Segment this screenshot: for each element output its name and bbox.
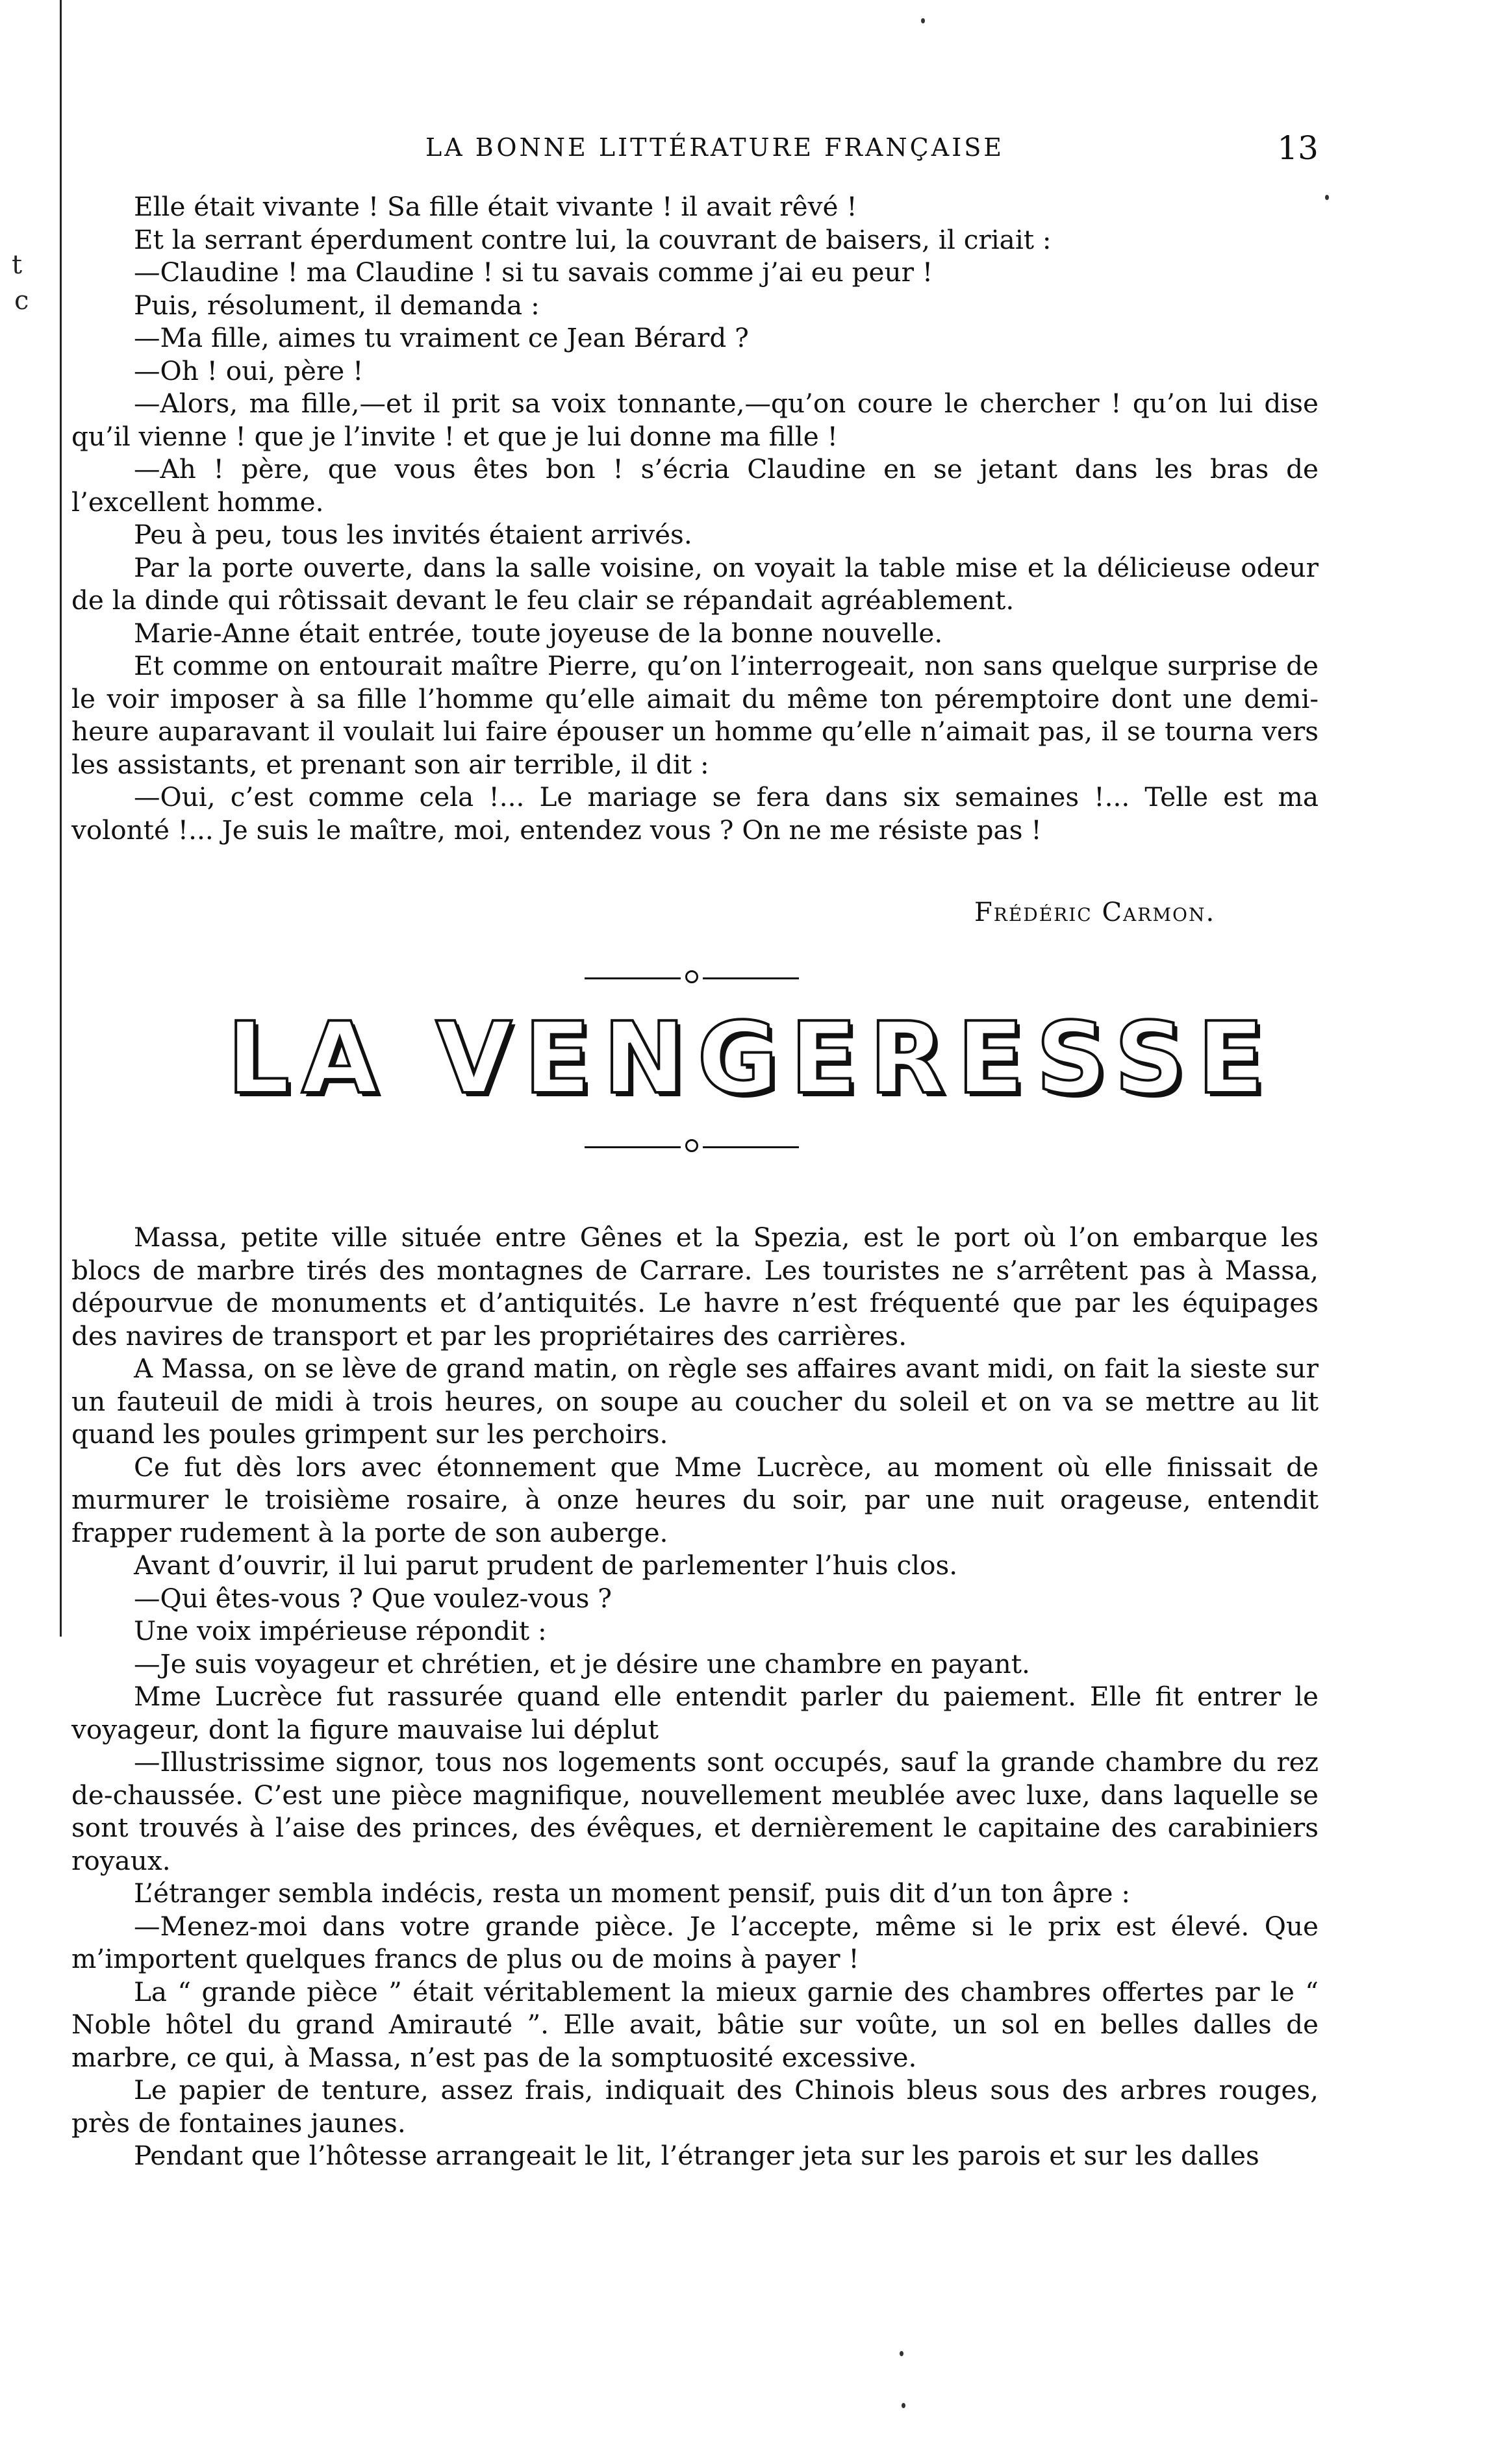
section-divider [585,964,799,990]
divider-rule [703,1146,799,1148]
divider-circle-icon [685,970,698,983]
paragraph: Marie-Anne était entrée, toute joyeuse de la bonne nouvelle. [134,617,943,649]
paragraph: —Alors, ma fille,—et il prit sa voix tonnante,—qu’on coure le chercher ! qu’on lui dise qu’il vienne ! que je l’invite ! et que je lui donne ma fille ! [71,388,1319,452]
paragraph: Pendant que l’hôtesse arrangeait le lit, l’étranger jeta sur les parois et sur les dalles [134,2140,1259,2171]
margin-mark: c [14,286,29,316]
paragraph: Par la porte ouverte, dans la salle voisine, on voyait la table mise et la délicieuse odeur de la dinde qui rôtissait devant le feu clair se répandait agréablement. [71,551,1319,616]
paragraph: —Oui, c’est comme cela !... Le mariage se fera dans six semaines !... Telle est ma volonté !... Je suis le maître, moi, entendez vous ? On ne me résiste pas ! [71,781,1319,846]
paragraph: Mme Lucrèce fut rassurée quand elle entendit parler du paiement. Elle fit entrer le voyageur, dont la figure mauvaise lui déplut [71,1681,1319,1745]
print-speck [1325,195,1329,200]
paragraph: Massa, petite ville située entre Gênes et la Spezia, est le port où l’on embarque les blocs de marbre tirés des montagnes de Carrare. Les touristes ne s’arrêtent pas à Massa, dépourvue de monuments et d’antiquités. Le havre n’est fréquenté que par les équipages des navires de transport et par les propriétaires des carrières. [71,1222,1319,1351]
page-header [71,129,1319,172]
divider-circle-icon [685,1139,698,1152]
print-speck [900,2351,903,2356]
story1-body [71,190,1319,846]
paragraph: Puis, résolument, il demanda : [134,289,540,321]
story-title: LA VENGERESSE [227,1001,1276,1116]
divider-rule [585,977,681,979]
paragraph: Peu à peu, tous les invités étaient arrivés. [134,519,692,550]
section-divider [585,1133,799,1159]
print-speck [902,2403,905,2408]
paragraph: Et comme on entourait maître Pierre, qu’on l’interrogeait, non sans quelque surprise de le voir imposer à sa fille l’homme qu’elle aimait du même ton péremptoire dont une demi-heure auparavant il voulait lui faire épouser un homme qu’elle n’aimait pas, il se tourna vers les assistants, et prenant son air terrible, il dit : [71,650,1319,780]
page-number: 13 [1277,129,1319,167]
margin-mark: t [12,250,23,280]
paragraph: L’étranger sembla indécis, resta un moment pensif, puis dit d’un ton âpre : [134,1878,1131,1909]
paragraph: Le papier de tenture, assez frais, indiquait des Chinois bleus sous des arbres rouges, près de fontaines jaunes. [71,2074,1319,2139]
story2-body [71,1221,1319,2172]
paragraph: —Je suis voyageur et chrétien, et je désire une chambre en payant. [134,1648,1030,1679]
divider-rule [703,977,799,979]
paragraph: La “ grande pièce ” était véritablement la mieux garnie des chambres offertes par le “ Noble hôtel du grand Amirauté ”. Elle avait, bâtie sur voûte, un sol en belles dalles de marbre, ce qui, à Massa, n’est pas de la somptuosité excessive. [71,1976,1319,2073]
paragraph: —Ma fille, aimes tu vraiment ce Jean Bérard ? [134,322,749,353]
paragraph: Ce fut dès lors avec étonnement que Mme Lucrèce, au moment où elle finissait de murmurer le troisième rosaire, à onze heures du soir, par une nuit orageuse, entendit frapper rudement à la porte de son auberge. [71,1451,1319,1548]
paragraph: Avant d’ouvrir, il lui parut prudent de parlementer l’huis clos. [134,1550,958,1581]
paragraph: Une voix impérieuse répondit : [134,1615,547,1646]
paragraph: Et la serrant éperdument contre lui, la couvrant de baisers, il criait : [134,223,1052,255]
paragraph: —Ah ! père, que vous êtes bon ! s’écria Claudine en se jetant dans les bras de l’excellent homme. [71,453,1319,518]
paragraph: Elle était vivante ! Sa fille était vivante ! il avait rêvé ! [134,191,857,222]
paragraph: —Illustrissime signor, tous nos logements sont occupés, sauf la grande chambre du rez de-chaussée. C’est une pièce magnifique, nouvellement meublée avec luxe, dans laquelle se sont trouvés à l’aise des princes, des évêques, et dernièrement le capitaine des carabiniers royaux. [71,1746,1319,1876]
author-signature: Frédéric Carmon. [974,898,1216,927]
divider-rule [585,1146,681,1148]
story-title-container [0,997,1503,1120]
paragraph: —Claudine ! ma Claudine ! si tu savais comme j’ai eu peur ! [134,257,933,288]
margin-binding-line [60,0,62,1637]
print-speck [921,18,925,23]
paragraph: A Massa, on se lève de grand matin, on règle ses affaires avant midi, on fait la sieste sur un fauteuil de midi à trois heures, on soupe au coucher du soleil et on va se mettre au lit quand les poules grimpent sur les perchoirs. [71,1353,1319,1450]
paragraph: —Qui êtes-vous ? Que voulez-vous ? [134,1582,613,1614]
paragraph: —Oh ! oui, père ! [134,355,364,386]
running-head: LA BONNE LITTÉRATURE FRANÇAISE [425,133,1004,162]
paragraph: —Menez-moi dans votre grande pièce. Je l’accepte, même si le prix est élevé. Que m’importent quelques francs de plus ou de moins à payer ! [71,1910,1319,1974]
